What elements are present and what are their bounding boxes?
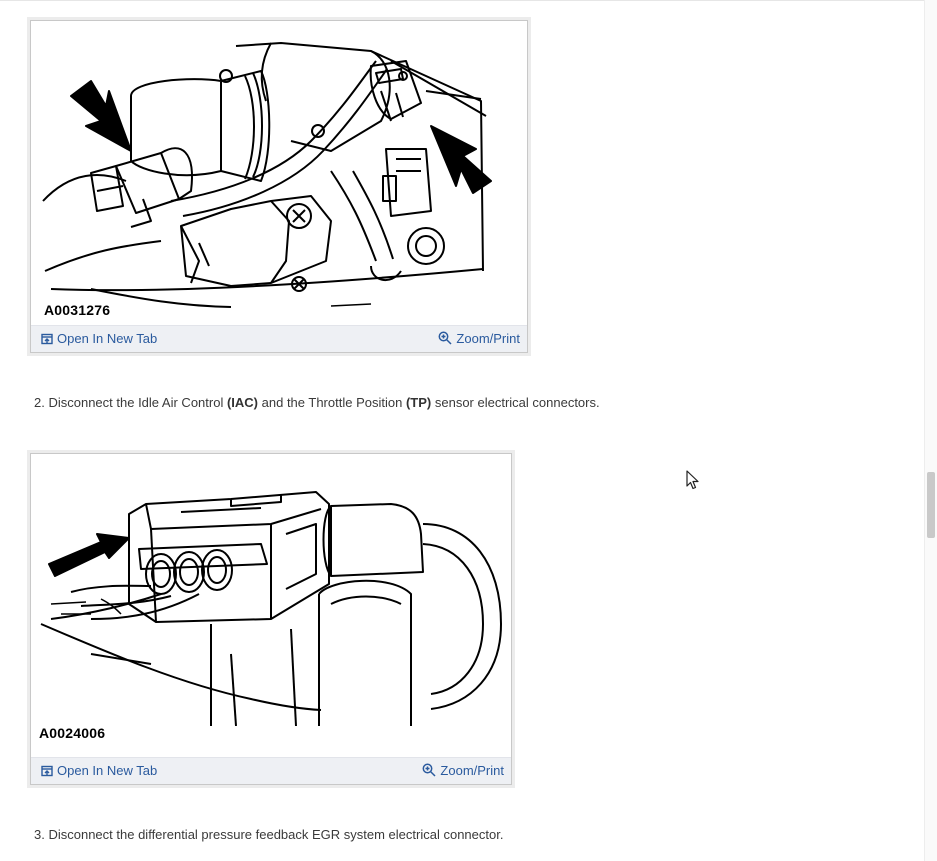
step-text-pre: Disconnect the Idle Air Control xyxy=(48,395,224,410)
zoom-print-label: Zoom/Print xyxy=(456,331,520,346)
scrollbar-track[interactable] xyxy=(924,0,937,861)
open-new-tab-link[interactable] xyxy=(41,331,157,348)
step-number: 3. xyxy=(34,827,45,842)
magnifier-plus-icon xyxy=(438,331,452,348)
figure-code: A0031276 xyxy=(44,302,111,318)
figure-toolbar xyxy=(31,757,511,784)
step-number: 2. xyxy=(34,395,45,410)
step-abbr-iac: (IAC) xyxy=(226,395,259,410)
zoom-print-label: Zoom/Print xyxy=(440,763,504,778)
figure-egr-connector xyxy=(30,453,512,785)
zoom-print-link[interactable] xyxy=(438,331,520,348)
step-2-text xyxy=(34,395,600,410)
magnifier-plus-icon xyxy=(422,763,436,780)
open-new-tab-link[interactable] xyxy=(41,763,157,780)
mouse-pointer-icon xyxy=(686,470,700,495)
open-new-tab-icon xyxy=(41,765,53,780)
open-new-tab-label: Open In New Tab xyxy=(57,331,158,346)
figure-iac-tp-connectors xyxy=(30,20,528,353)
divider xyxy=(0,0,925,1)
diagram-throttle-body xyxy=(31,21,527,321)
diagram-egr-connector xyxy=(31,454,511,726)
scrollbar-thumb[interactable] xyxy=(927,472,935,538)
step-text: Disconnect the differential pressure feedback EGR system electrical connector. xyxy=(48,827,504,842)
step-text-post: sensor electrical connectors. xyxy=(434,395,600,410)
step-abbr-tp: (TP) xyxy=(405,395,432,410)
step-3-text xyxy=(34,827,503,842)
step-text-mid: and the Throttle Position xyxy=(261,395,403,410)
open-new-tab-label: Open In New Tab xyxy=(57,763,158,778)
open-new-tab-icon xyxy=(41,333,53,348)
zoom-print-link[interactable] xyxy=(422,763,504,780)
figure-toolbar xyxy=(31,325,527,352)
figure-code: A0024006 xyxy=(39,725,106,741)
